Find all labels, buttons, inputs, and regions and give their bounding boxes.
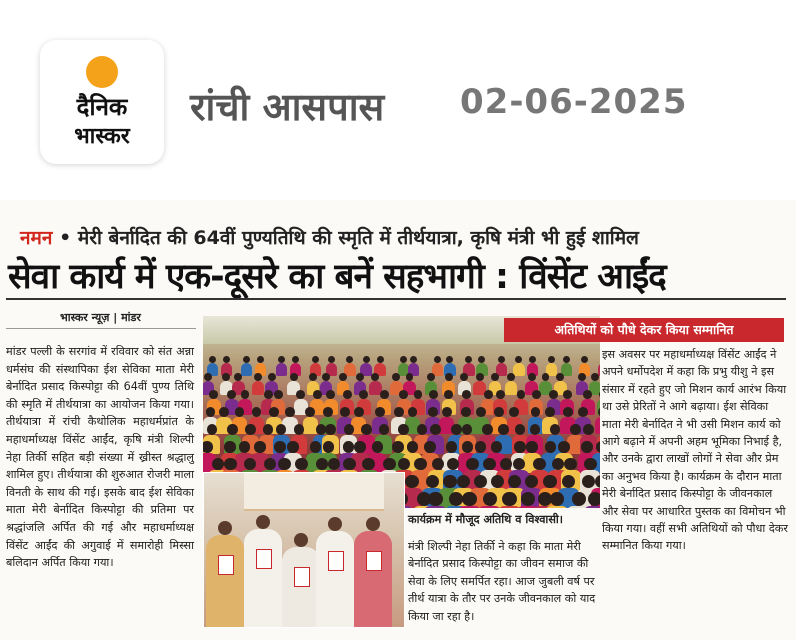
- headline-divider: [6, 298, 786, 300]
- crowd-person: [505, 381, 518, 395]
- logo-sun-icon: [86, 56, 118, 88]
- crowd-person-head: [209, 390, 218, 399]
- crowd-person-head: [449, 492, 463, 506]
- crowd-person: [545, 506, 568, 508]
- crowd-person-head: [428, 407, 438, 417]
- crowd-person-head: [496, 390, 505, 399]
- book: [294, 567, 310, 587]
- crowd-person-head: [584, 458, 596, 470]
- article-headline: सेवा कार्य में एक-दूसरे का बनें सहभागी : विंसेंट आईंद: [8, 257, 666, 297]
- photo-banner: अतिथियों को पौधे देकर किया सम्मानित: [504, 318, 784, 342]
- crowd-person-head: [294, 424, 305, 435]
- crowd-person-head: [451, 424, 462, 435]
- crowd-person-head: [533, 458, 545, 470]
- crowd-person-head: [543, 475, 556, 488]
- crowd-person-head: [483, 492, 497, 506]
- crowd-person-head: [515, 356, 522, 363]
- crowd-person-head: [491, 373, 499, 381]
- crowd-person-head: [475, 441, 487, 453]
- crowd-person-head: [460, 373, 468, 381]
- crowd-person-head: [598, 407, 600, 417]
- crowd-person-head: [354, 441, 366, 453]
- crowd-person-head: [312, 356, 319, 363]
- crowd-person-head: [478, 356, 485, 363]
- crowd-person-head: [545, 407, 555, 417]
- crowd-person-head: [549, 390, 558, 399]
- crowd-person-head: [491, 441, 503, 453]
- crowd-person-head: [550, 492, 564, 506]
- book: [328, 551, 344, 571]
- article-byline: भास्कर न्यूज़ | मांडर: [60, 311, 141, 324]
- crowd-person-head: [278, 458, 290, 470]
- crowd-person-head: [222, 373, 230, 381]
- crowd-person-head: [542, 373, 550, 381]
- crowd-person-head: [372, 441, 384, 453]
- crowd-person-head: [344, 424, 355, 435]
- crowd-person-head: [263, 424, 274, 435]
- crowd-person-head: [462, 492, 476, 506]
- crowd-person-head: [328, 356, 335, 363]
- crowd-person-head: [494, 407, 504, 417]
- crowd-person: [513, 363, 524, 376]
- crowd-person-head: [326, 390, 335, 399]
- crowd-person-head: [405, 475, 418, 488]
- crowd-person-head: [227, 390, 236, 399]
- crowd-person-head: [461, 407, 471, 417]
- crowd-person: [424, 506, 447, 508]
- crowd-person-head: [313, 390, 322, 399]
- crowd-person-head: [563, 390, 572, 399]
- crowd-person-head: [517, 390, 526, 399]
- book: [256, 549, 272, 569]
- crowd-person-head: [556, 373, 564, 381]
- crowd-person-head: [375, 407, 385, 417]
- crowd-person-head: [406, 373, 414, 381]
- crowd-person-head: [235, 407, 245, 417]
- crowd-person-head: [305, 407, 315, 417]
- inset-person: [244, 529, 282, 627]
- crowd-person-head: [264, 390, 273, 399]
- crowd-person-head: [209, 356, 216, 363]
- crowd-person-head: [343, 441, 355, 453]
- kicker-text: • मेरी बेर्नादित की 64वीं पुण्यतिथि की स्मृति में तीर्थयात्रा, कृषि मंत्री भी हुई शामिल: [59, 227, 639, 249]
- crowd-person-head: [340, 407, 350, 417]
- crowd-person: [252, 381, 265, 395]
- crowd-person-head: [591, 373, 599, 381]
- inset-person-head: [256, 515, 270, 529]
- crowd-person-head: [269, 407, 279, 417]
- edition-date: 02-06-2025: [460, 82, 688, 122]
- crowd-person-head: [343, 458, 355, 470]
- book: [366, 551, 382, 571]
- crowd-person-head: [310, 441, 322, 453]
- crowd-person-head: [400, 356, 407, 363]
- crowd-person-head: [446, 356, 453, 363]
- crowd-person-head: [399, 390, 408, 399]
- crowd-person-head: [596, 441, 600, 453]
- crowd-person-head: [287, 441, 299, 453]
- crowd-person-head: [371, 373, 379, 381]
- crowd-person-head: [410, 356, 417, 363]
- photo-caption: कार्यक्रम में मौजूद अतिथि व विश्वासी।: [408, 513, 564, 526]
- inset-person: [206, 535, 244, 627]
- crowd-person-head: [227, 424, 238, 435]
- inset-person-head: [218, 521, 232, 535]
- crowd-person-head: [548, 356, 555, 363]
- crowd-person-head: [354, 407, 364, 417]
- book: [218, 555, 234, 575]
- crowd-person-head: [296, 390, 305, 399]
- crowd-person-head: [278, 356, 285, 363]
- crowd-person-head: [462, 441, 474, 453]
- crowd-person-head: [295, 458, 307, 470]
- crowd-person-head: [482, 424, 493, 435]
- crowd-person-head: [380, 390, 389, 399]
- inset-person: [316, 531, 354, 627]
- inset-person: [282, 547, 320, 627]
- crowd-person-head: [309, 373, 317, 381]
- crowd-person-head: [528, 373, 536, 381]
- crowd-person-head: [323, 407, 333, 417]
- article-right-column: इस अवसर पर महाधर्माध्यक्ष विंसेंट आईंद ने अपने धर्मोपदेश में कहा कि प्रभु यीशु ने इस संसार में रहते हुए जो मिशन कार्य आरंभ किया था उसे प्रेरितों ने आगे बढ़ाया। ईश सेविका माता मेरी बेर्नादित ने भी उसी मिशन कार्य को आगे बढ़ाने में अपनी अहम भूमिका निभाई है, और उनके द्वारा लाखों लोगों ने सेवा और प्रेम का अनुभव किया है। कार्यक्रम के दौरान माता मेरी बेर्नादित प्रसाद किस्पोट्टा के जीवनकाल और सेवा पर आधारित पुस्तक का विमोचन भी किया गया। वहीं सभी अतिथियों को पौधा देकर सम्मानित किया गया।: [602, 348, 788, 553]
- crowd-person-head: [550, 424, 561, 435]
- crowd-person-head: [564, 458, 576, 470]
- crowd-person-head: [322, 373, 330, 381]
- inset-person-head: [366, 517, 380, 531]
- crowd-person-head: [379, 424, 390, 435]
- crowd-person-head: [445, 373, 453, 381]
- crowd-person-head: [285, 407, 295, 417]
- crowd-person-head: [530, 424, 541, 435]
- crowd-person-head: [588, 492, 600, 506]
- crowd-person-head: [203, 441, 213, 453]
- crowd-person-head: [578, 407, 588, 417]
- crowd-person: [478, 506, 501, 508]
- crowd-person-head: [394, 407, 404, 417]
- crowd-person-head: [545, 441, 557, 453]
- crowd-person-head: [363, 356, 370, 363]
- crowd-person-head: [476, 373, 484, 381]
- crowd-person-head: [223, 356, 230, 363]
- crowd-person-head: [383, 458, 395, 470]
- crowd-person-head: [292, 356, 299, 363]
- crowd-person-head: [243, 356, 250, 363]
- stage-backdrop: [244, 473, 384, 511]
- article-left-column: मांडर पल्ली के सरगांव में रविवार को संत अन्ना धर्मसंघ की संस्थापिका ईश सेविका माता मेरी बेर्नादित प्रसाद किस्पोट्टा की 64वीं पुण्य तिथि की स्मृति में तीर्थयात्रा का आयोजन किया गया। तीर्थयात्रा में रांची कैथोलिक महाधर्मप्रांत के महाधर्माध्यक्ष विंसेंट आईंद, कृषि मंत्री शिल्पी नेहा तिर्की सहित बड़ी संख्या में ख्रीस्त श्रद्धालु शामिल हुए। तीर्थयात्रा की शुरुआत रोजरी माला विनती के साथ की गई। इसके बाद ईश सेविका माता मेरी बेर्नादित किस्पोट्टा की प्रतिमा पर श्रद्धांजलि अर्पित की गई और महाधर्माध्यक्ष विंसेंट आईंद की अगुवाई में समारोही मिस्सा बलिदान अर्पित किया गया।: [6, 345, 194, 570]
- crowd-person-head: [359, 390, 368, 399]
- crowd-person-head: [204, 373, 212, 381]
- crowd-person-head: [346, 356, 353, 363]
- crowd-person-head: [343, 390, 352, 399]
- crowd-person-head: [290, 373, 298, 381]
- crowd-person-head: [234, 373, 242, 381]
- crowd-person-head: [361, 424, 372, 435]
- crowd-person-head: [581, 356, 588, 363]
- crowd-person-head: [583, 424, 594, 435]
- crowd-person-head: [274, 390, 283, 399]
- crowd-person-head: [529, 356, 536, 363]
- crowd-person-head: [252, 407, 262, 417]
- crowd-person-head: [446, 441, 458, 453]
- crowd-person-head: [268, 373, 276, 381]
- crowd-person-head: [407, 441, 419, 453]
- crowd-person-head: [509, 407, 519, 417]
- crowd-person-head: [323, 441, 335, 453]
- crowd-person-head: [581, 441, 593, 453]
- crowd-person-head: [408, 407, 418, 417]
- crowd-person-head: [239, 441, 251, 453]
- crowd-person-head: [498, 424, 509, 435]
- crowd-person-head: [514, 441, 526, 453]
- byline-divider: [6, 328, 196, 329]
- crowd-person-head: [276, 424, 287, 435]
- crowd-person-head: [424, 441, 436, 453]
- crowd-person-head: [241, 390, 250, 399]
- crowd-person-head: [377, 356, 384, 363]
- crowd-person-head: [219, 407, 229, 417]
- article-middle-column: मंत्री शिल्पी नेहा तिर्की ने कहा कि माता मेरी बेर्नादित प्रसाद किस्पोट्टा का जीवन समाज की सेवा के लिए समर्पित रहा। आज जुबली वर्ष पर तीर्थ यात्रा के तौर पर उनके जीवनकाल को याद किया जा रहा है।: [408, 540, 596, 623]
- crowd-person-head: [515, 424, 526, 435]
- article-kicker: [20, 224, 639, 250]
- crowd-person-head: [257, 356, 264, 363]
- crowd-person-head: [254, 441, 266, 453]
- crowd-person-head: [206, 407, 216, 417]
- crowd-person-head: [417, 424, 428, 435]
- dainik-bhaskar-logo[interactable]: [40, 40, 164, 164]
- crowd-person-head: [507, 373, 515, 381]
- crowd-person-head: [572, 492, 586, 506]
- crowd-person-head: [466, 458, 478, 470]
- crowd-person-head: [328, 458, 340, 470]
- crowd-person-head: [462, 424, 473, 435]
- crowd-person-head: [442, 407, 452, 417]
- crowd-person-head: [207, 424, 218, 435]
- crowd-person-head: [563, 356, 570, 363]
- crowd-person-head: [414, 390, 423, 399]
- crowd-person-head: [465, 356, 472, 363]
- book-release-photo: [203, 472, 405, 628]
- kicker-tag: नमन: [20, 227, 53, 249]
- crowd-person-head: [531, 407, 541, 417]
- edition-city: रांची आसपास: [190, 85, 385, 129]
- crowd-person-head: [356, 373, 364, 381]
- crowd-person-head: [392, 373, 400, 381]
- crowd-person-head: [224, 441, 236, 453]
- crowd-person: [458, 506, 481, 508]
- crowd-person-head: [526, 441, 538, 453]
- crowd-person: [241, 363, 252, 376]
- crowd-person-head: [392, 441, 404, 453]
- crowd-person-head: [398, 424, 409, 435]
- crowd-person-head: [430, 424, 441, 435]
- crowd-person: [595, 417, 600, 434]
- crowd-person-head: [570, 424, 581, 435]
- crowd-person-head: [427, 373, 435, 381]
- crowd-person-head: [339, 373, 347, 381]
- crowd-person-head: [583, 390, 592, 399]
- crowd-person-head: [578, 373, 586, 381]
- crowd-person-head: [476, 407, 486, 417]
- crowd-person-head: [428, 492, 442, 506]
- crowd-person-head: [558, 441, 570, 453]
- crowd-person-head: [274, 441, 286, 453]
- crowd-person-head: [484, 390, 493, 399]
- inset-person: [354, 531, 392, 627]
- inset-person-head: [294, 533, 308, 547]
- crowd-person-head: [599, 390, 600, 399]
- crowd-person-head: [325, 424, 336, 435]
- crowd-person-head: [444, 390, 453, 399]
- crowd-person-head: [502, 492, 516, 506]
- page-header: [0, 0, 796, 196]
- logo-line2: भास्कर: [74, 124, 130, 149]
- inset-person-head: [328, 517, 342, 531]
- crowd-person-head: [434, 356, 441, 363]
- crowd-person-head: [498, 356, 505, 363]
- crowd-person-head: [563, 407, 573, 417]
- crowd-person-head: [462, 390, 471, 399]
- logo-line1: दैनिक: [76, 93, 128, 121]
- crowd-person-head: [443, 475, 456, 488]
- crowd-person-head: [245, 424, 256, 435]
- crowd-person: [276, 363, 287, 376]
- crowd-person-head: [532, 390, 541, 399]
- crowd-person-head: [254, 373, 262, 381]
- crowd-person-head: [429, 390, 438, 399]
